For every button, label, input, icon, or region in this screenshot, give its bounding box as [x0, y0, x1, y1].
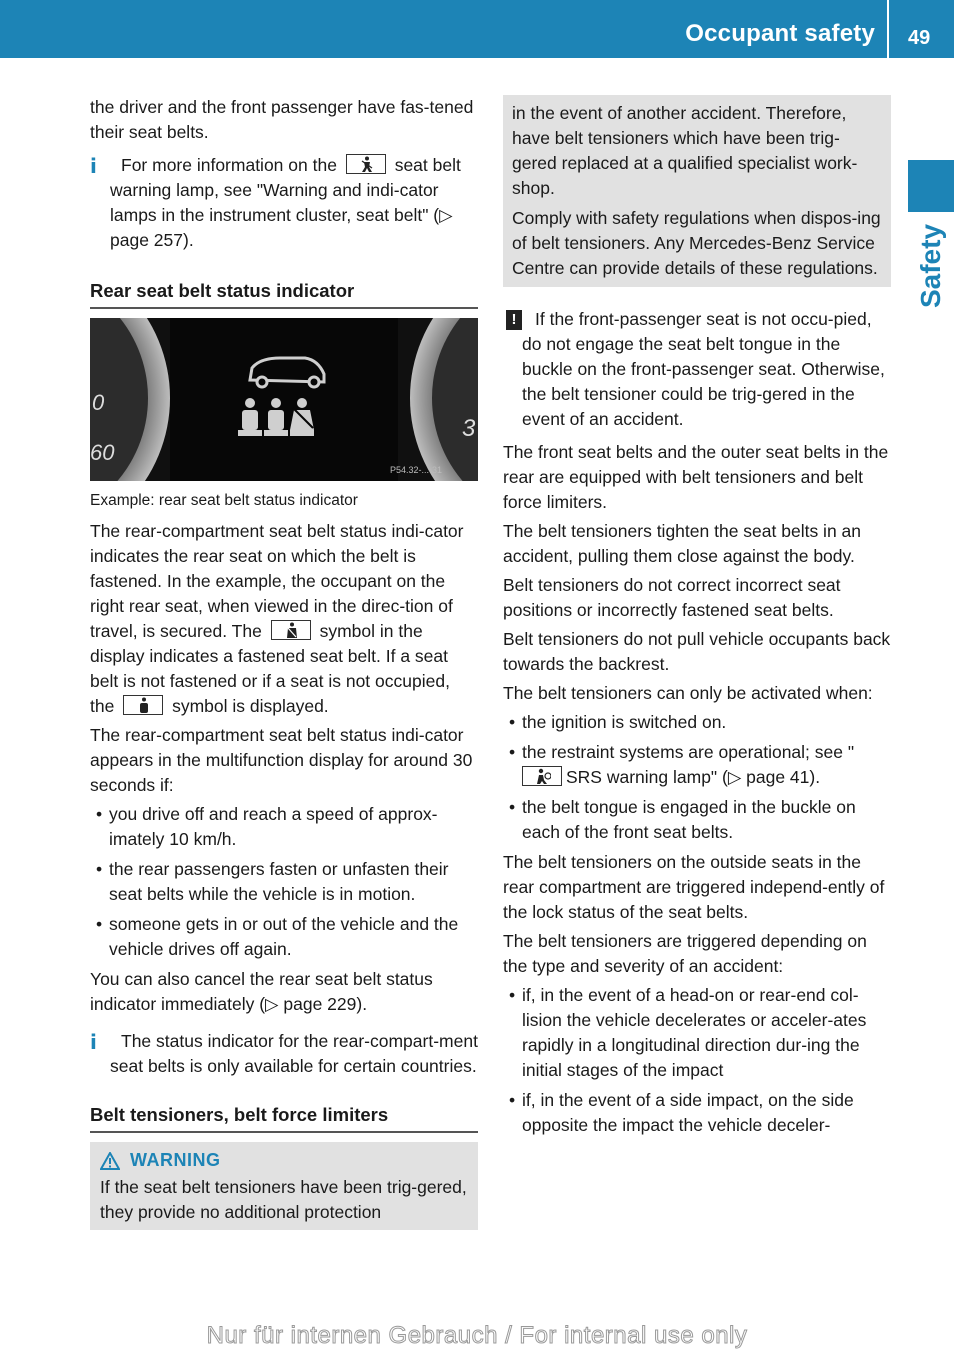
- list-item: • someone gets in or out of the vehicle and the vehicle drives off again.: [90, 912, 478, 962]
- heading-belt-tensioners: Belt tensioners, belt force limiters: [90, 1103, 478, 1133]
- outside-seats-paragraph: The belt tensioners on the outside seats in the rear compartment are triggered independ-ently of the lock status of the seat belts.: [503, 852, 885, 922]
- list-item: • if, in the event of a side impact, on the side opposite the impact the vehicle deceler-: [503, 1088, 891, 1138]
- heading-rear-seat-belt-status: Rear seat belt status indicator: [90, 279, 478, 309]
- unfastened-belt-icon: [123, 695, 163, 715]
- side-tab: [908, 160, 954, 212]
- triggering-paragraph: The belt tensioners are triggered depending on the type and severity of an accident:: [503, 931, 867, 976]
- activation-conditions-paragraph: The belt tensioners can only be activated when:: [503, 683, 873, 703]
- instrument-cluster-photo: [90, 318, 478, 481]
- left-column: [90, 95, 478, 1230]
- warning-box-continued: [503, 95, 891, 287]
- intro-paragraph: the driver and the front passenger have fas-tened their seat belts.: [90, 97, 474, 142]
- warning-box: [90, 1142, 478, 1230]
- svg-text:0: 0: [92, 390, 105, 415]
- triggering-conditions-list: [503, 983, 891, 1138]
- display-duration-paragraph: The rear-compartment seat belt status indi-cator appears in the multifunction display for around 30 seconds if:: [90, 725, 473, 795]
- disposal-regulations-text: Comply with safety regulations when dispos-ing of belt tensioners. Any Mercedes-Benz Service Centre can provide details of these regulations.: [512, 208, 881, 278]
- info-icon: i: [90, 1030, 97, 1054]
- list-item: • if, in the event of a head-on or rear-end col-lision the vehicle decelerates or acceler-ates rapidly in a longitudinal direction dur-ing the initial stages of the impact: [503, 983, 891, 1083]
- info-text-a: For more information on the: [121, 155, 337, 175]
- section-title: Occupant safety: [685, 20, 875, 47]
- list-item: • the restraint systems are operational; see " SRS warning lamp" (▷ page 41).: [503, 740, 891, 790]
- fastened-belt-icon: [271, 620, 311, 640]
- seatbelt-warning-icon: [346, 154, 386, 174]
- warning-triangle-icon: [100, 1152, 120, 1170]
- info-note-countries: i The status indicator for the rear-compart-ment seat belts is only available for certain countries.: [90, 1030, 478, 1076]
- cancel-indicator-paragraph: You can also cancel the rear seat belt status indicator immediately (▷ page 229).: [90, 969, 433, 1014]
- important-note: ! If the front-passenger seat is not occu-pied, do not engage the seat belt tongue in the buckle on the front-passenger seat. Otherwise, the belt tensioner could be trig-gered in the event of an accident.: [503, 307, 891, 432]
- side-tab-label: Safety: [915, 223, 946, 309]
- svg-text:3: 3: [462, 415, 476, 442]
- info-text-b: seat belt warning lamp, see "Warning and indi-cator lamps in the instrument cluster, seat belt" (▷ page 257).: [110, 155, 461, 250]
- tensioners-tighten-paragraph: The belt tensioners tighten the seat belts in an accident, pulling them close against the body.: [503, 521, 862, 566]
- warning-text: If the seat belt tensioners have been trig-gered, they provide no additional protection: [100, 1177, 467, 1222]
- incorrect-positions-paragraph: Belt tensioners do not correct incorrect seat positions or incorrectly fastened seat belts.: [503, 575, 841, 620]
- activation-conditions-list: [503, 710, 891, 845]
- header-divider: [887, 0, 889, 58]
- svg-text:60: 60: [90, 440, 115, 465]
- warning-label: WARNING: [130, 1150, 221, 1170]
- photo-caption: Example: rear seat belt status indicator: [90, 492, 358, 509]
- list-item: • the rear passengers fasten or unfasten their seat belts while the vehicle is in motion.: [90, 857, 478, 907]
- photo-reference-code: P54.32-...-31: [390, 465, 443, 475]
- backrest-paragraph: Belt tensioners do not pull vehicle occupants back towards the backrest.: [503, 629, 891, 674]
- display-conditions-list: [90, 802, 478, 962]
- info-icon: i: [90, 154, 97, 178]
- internal-use-watermark: Nur für internen Gebrauch / For internal use only: [206, 1322, 748, 1349]
- tensioners-equipped-paragraph: The front seat belts and the outer seat belts in the rear are equipped with belt tensioners and belt force limiters.: [503, 442, 889, 512]
- warning-continued-text: in the event of another accident. Therefore, have belt tensioners which have been trig-gered replaced at a qualified specialist work-shop.: [512, 103, 858, 198]
- status-indicator-paragraph: The rear-compartment seat belt status indi-cator indicates the rear seat on which the belt is fastened. In the example, the occupant on the right rear seat, when viewed in the direc-tion of travel, is secured. The symbol in the display indicates a fastened seat belt. If a seat belt is not fastened or if a seat is not occupied, the symbol is displayed.: [90, 521, 464, 716]
- srs-warning-icon: [522, 766, 562, 786]
- right-column: [503, 95, 891, 1143]
- list-item: • the ignition is switched on.: [503, 710, 891, 735]
- exclamation-icon: !: [506, 310, 522, 330]
- list-item: • the belt tongue is engaged in the buckle on each of the front seat belts.: [503, 795, 891, 845]
- list-item: • you drive off and reach a speed of approx-imately 10 km/h.: [90, 802, 478, 852]
- page-number: 49: [908, 27, 931, 49]
- info-note-seatbelt-lamp: [90, 153, 478, 253]
